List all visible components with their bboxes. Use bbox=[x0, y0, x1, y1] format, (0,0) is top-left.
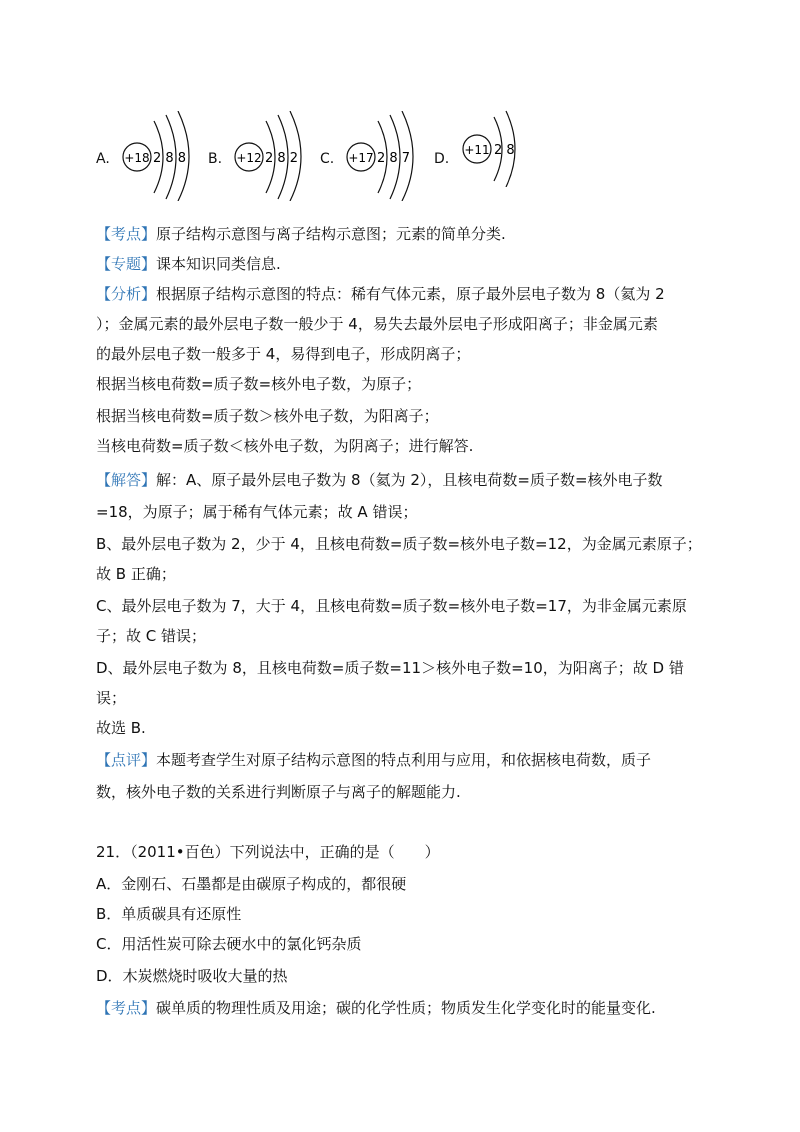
kaodian-line bbox=[96, 224, 506, 244]
option-a-label: A. bbox=[96, 151, 110, 167]
nucleus-charge: +18 bbox=[124, 151, 150, 165]
electron-shells: 2 8 2 bbox=[265, 151, 299, 166]
dianping-tag: 【点评】 bbox=[96, 751, 157, 769]
question-21-option-a: A．金刚石、石墨都是由碳原子构成的，都很硬 bbox=[96, 875, 407, 893]
jieda-line-2: =18，为原子；属于稀有气体元素；故 A 错误； bbox=[96, 503, 418, 521]
nucleus-charge: +11 bbox=[464, 143, 490, 157]
dianping-line-1 bbox=[96, 750, 651, 770]
kaodian-tag: 【考点】 bbox=[96, 225, 157, 243]
option-c-diagram bbox=[320, 145, 430, 205]
q21-kaodian-tag: 【考点】 bbox=[96, 999, 157, 1017]
dianping-line-2: 数，核外电子数的关系进行判断原子与离子的解题能力. bbox=[96, 783, 461, 801]
atom-structure-c bbox=[344, 111, 432, 201]
question-21-option-d: D．木炭燃烧时吸收大量的热 bbox=[96, 967, 288, 985]
option-d-label: D. bbox=[434, 151, 450, 167]
zhuanti-line bbox=[96, 254, 281, 274]
atom-structure-d bbox=[460, 107, 540, 187]
option-b-label: B. bbox=[208, 151, 223, 167]
option-d-diagram bbox=[434, 145, 544, 205]
question-21-kaodian bbox=[96, 998, 656, 1018]
electron-shells: 2 8 7 bbox=[377, 151, 411, 166]
dianping-text-1: 本题考查学生对原子结构示意图的特点利用与应用，和依据核电荷数，质子 bbox=[156, 751, 652, 769]
jieda-line-9: 故选 B. bbox=[96, 719, 146, 737]
question-21-stem: 21．（2011•百色）下列说法中，正确的是（ ） bbox=[96, 843, 440, 861]
jieda-line-5: C、最外层电子数为 7，大于 4，且核电荷数=质子数=核外电子数=17，为非金属元素原 bbox=[96, 597, 687, 615]
atom-structure-b bbox=[232, 111, 320, 201]
fenxi-line-2: ）；金属元素的最外层电子数一般少于 4，易失去最外层电子形成阳离子；非金属元素 bbox=[96, 315, 658, 333]
option-c-label: C. bbox=[320, 151, 335, 167]
option-a-diagram bbox=[96, 145, 206, 205]
fenxi-text-1: 根据原子结构示意图的特点：稀有气体元素，原子最外层电子数为 8（氦为 2 bbox=[156, 285, 665, 303]
nucleus-charge: +17 bbox=[348, 151, 374, 165]
zhuanti-text: 课本知识同类信息. bbox=[156, 255, 281, 273]
fenxi-line-3: 的最外层电子数一般多于 4，易得到电子，形成阴离子； bbox=[96, 345, 471, 363]
jieda-line-1 bbox=[96, 470, 663, 490]
fenxi-line-1 bbox=[96, 284, 665, 304]
jieda-line-4: 故 B 正确； bbox=[96, 565, 176, 583]
electron-shells: 2 8 bbox=[494, 143, 515, 158]
jieda-tag: 【解答】 bbox=[96, 471, 157, 489]
jieda-line-6: 子；故 C 错误； bbox=[96, 627, 207, 645]
jieda-line-8: 误； bbox=[96, 689, 127, 707]
fenxi-line-4: 根据当核电荷数=质子数=核外电子数，为原子； bbox=[96, 375, 422, 393]
question-21-option-b: B．单质碳具有还原性 bbox=[96, 905, 242, 923]
question-21-option-c: C．用活性炭可除去硬水中的氯化钙杂质 bbox=[96, 935, 362, 953]
option-b-diagram bbox=[208, 145, 318, 205]
atom-structure-a bbox=[120, 111, 208, 201]
jieda-line-3: B、最外层电子数为 2，少于 4，且核电荷数=质子数=核外电子数=12，为金属元素原子； bbox=[96, 535, 702, 553]
jieda-text-1: 解：A、原子最外层电子数为 8（氦为 2），且核电荷数=质子数=核外电子数 bbox=[156, 471, 663, 489]
fenxi-tag: 【分析】 bbox=[96, 285, 157, 303]
q21-kaodian-text: 碳单质的物理性质及用途；碳的化学性质；物质发生化学变化时的能量变化. bbox=[156, 999, 656, 1017]
fenxi-line-6: 当核电荷数=质子数＜核外电子数，为阴离子；进行解答. bbox=[96, 437, 474, 455]
jieda-line-7: D、最外层电子数为 8，且核电荷数=质子数=11＞核外电子数=10，为阳离子；故 D 错 bbox=[96, 659, 684, 677]
nucleus-charge: +12 bbox=[236, 151, 262, 165]
fenxi-line-5: 根据当核电荷数=质子数＞核外电子数，为阳离子； bbox=[96, 407, 439, 425]
zhuanti-tag: 【专题】 bbox=[96, 255, 157, 273]
electron-shells: 2 8 8 bbox=[153, 151, 187, 166]
kaodian-text: 原子结构示意图与离子结构示意图；元素的简单分类. bbox=[156, 225, 506, 243]
